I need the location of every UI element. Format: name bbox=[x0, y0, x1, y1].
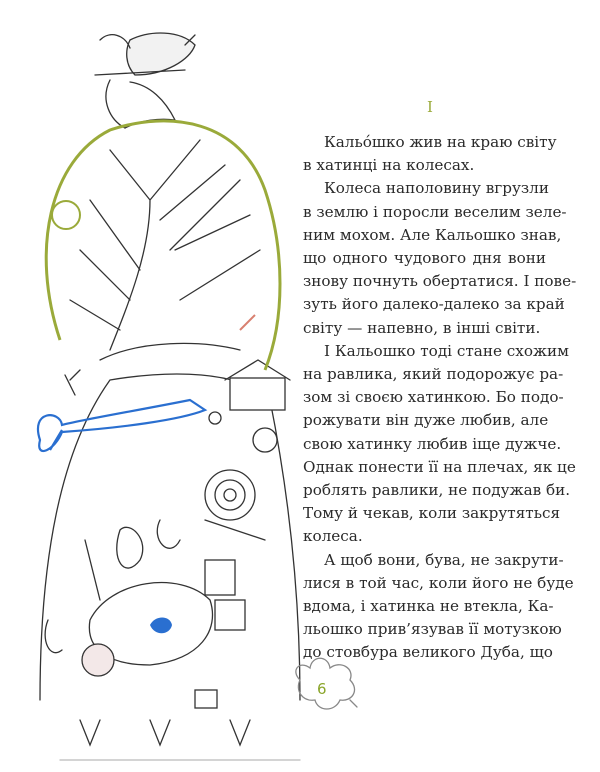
text-line: свою хатинку любив іще дужче. bbox=[303, 434, 562, 453]
text-line: колеса. bbox=[303, 527, 363, 546]
tree-canopy-outline bbox=[46, 121, 280, 370]
story-text bbox=[303, 131, 577, 665]
text-line: зом зі своєю хатинкою. Бо подо- bbox=[303, 388, 564, 407]
page-number: 6 bbox=[317, 680, 327, 698]
text-line: в хатинці на колесах. bbox=[303, 156, 475, 175]
text-line: світу — напевно, в інші світи. bbox=[303, 318, 541, 337]
text-line: А щоб вони, бува, не закрути- bbox=[324, 550, 564, 569]
text-line: Колеса наполовину вгрузли bbox=[324, 179, 549, 198]
chapter-number: I bbox=[427, 98, 433, 116]
text-line: льошко прив’язував її мотузкою bbox=[303, 620, 562, 639]
paragraph bbox=[303, 340, 576, 549]
text-line: знову почнуть обертатися. І пове- bbox=[303, 272, 577, 291]
text-line: лися в той час, коли його не буде bbox=[303, 573, 574, 592]
blue-rope bbox=[38, 400, 205, 451]
text-line: ним мохом. Але Кальошко знав, bbox=[303, 225, 562, 244]
paragraph bbox=[303, 131, 557, 177]
text-line: що одного чудового дня вони bbox=[303, 249, 546, 268]
text-line: Однак понести її на плечах, як це bbox=[303, 457, 576, 476]
paragraph bbox=[303, 177, 577, 339]
text-line: рожувати він дуже любив, але bbox=[303, 411, 549, 430]
paragraph bbox=[303, 549, 574, 665]
boy-figure-illustration bbox=[95, 33, 195, 128]
text-line: Кальóшко жив на краю світу bbox=[324, 133, 557, 151]
text-line: вдома, і хатинка не втекла, Ка- bbox=[303, 597, 554, 616]
text-line: І Кальошко тоді стане схожим bbox=[324, 341, 569, 360]
text-line: на равлика, який подорожує ра- bbox=[303, 365, 564, 384]
text-line: до стовбура великого Дуба, що bbox=[303, 643, 553, 662]
text-line: Тому й чекав, коли закрутяться bbox=[303, 504, 561, 523]
text-line: зуть його далеко-далеко за край bbox=[303, 295, 565, 314]
text-line: в землю і поросли веселим зеле- bbox=[303, 202, 567, 221]
text-line: роблять равлики, не подужав би. bbox=[303, 481, 571, 500]
